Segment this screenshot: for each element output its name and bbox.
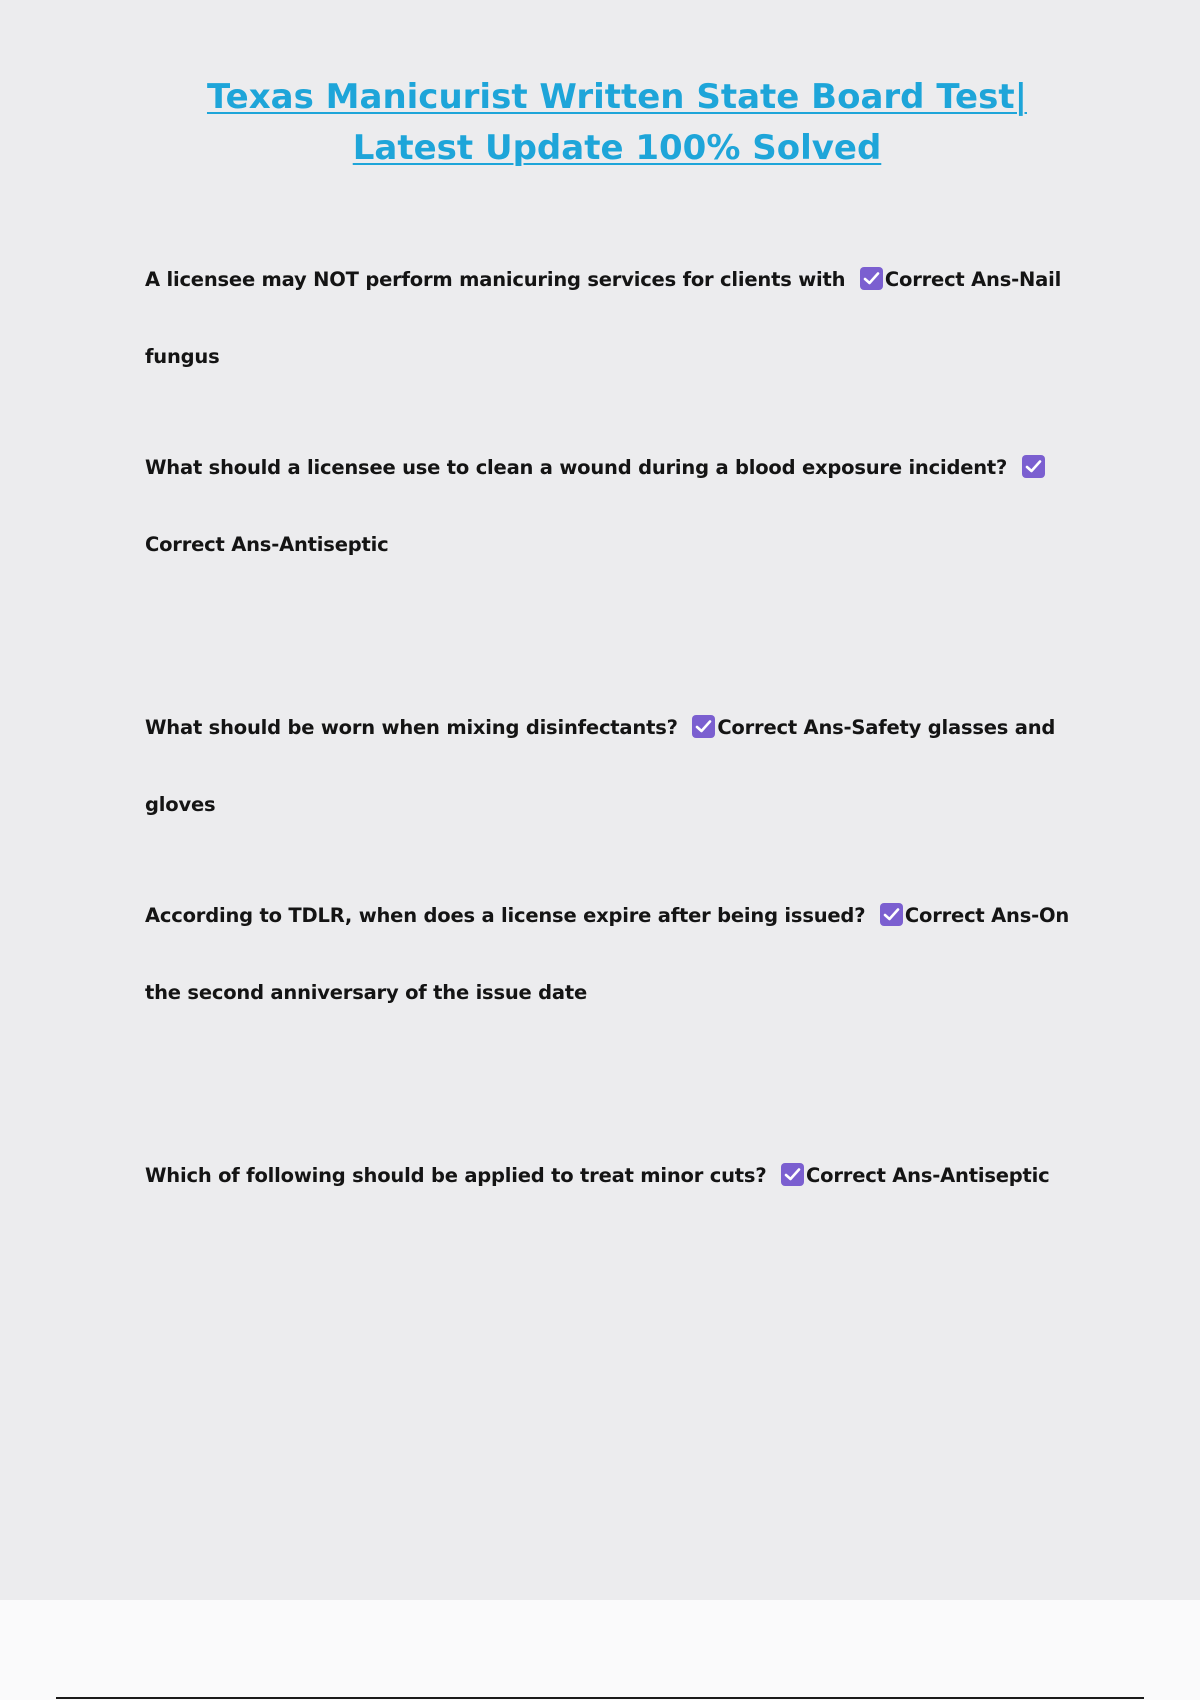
question-text: A licensee may NOT perform manicuring services for clients with: [145, 268, 846, 291]
question-item: [145, 1137, 1085, 1214]
checkbox-checked-icon: [781, 1163, 804, 1186]
question-item: [145, 877, 1085, 1031]
checkbox-checked-icon: [860, 267, 883, 290]
question-text: What should a licensee use to clean a wound during a blood exposure incident?: [145, 456, 1008, 479]
question-item: [145, 689, 1085, 843]
checkbox-checked-icon: [1022, 455, 1045, 478]
answer-text: Correct Ans-Antiseptic: [145, 533, 389, 556]
checkbox-checked-icon: [880, 903, 903, 926]
answer-text: Correct Ans-Antiseptic: [806, 1164, 1050, 1187]
answer-text: Correct Ans-Safety glasses and gloves: [145, 716, 1056, 816]
question-item: [145, 429, 1085, 583]
question-item: [145, 241, 1085, 395]
footer-divider: [56, 1697, 1144, 1699]
document-title[interactable]: Texas Manicurist Written State Board Test| Latest Update 100% Solved: [206, 77, 1027, 168]
question-text: What should be worn when mixing disinfectants?: [145, 716, 678, 739]
answer-text: Correct Ans-Nail fungus: [145, 268, 1062, 368]
question-text: Which of following should be applied to treat minor cuts?: [145, 1164, 767, 1187]
question-text: According to TDLR, when does a license expire after being issued?: [145, 904, 866, 927]
checkbox-checked-icon: [692, 715, 715, 738]
page-footer: [0, 1600, 1200, 1700]
answer-text: Correct Ans-On the second anniversary of the issue date: [145, 904, 1070, 1004]
